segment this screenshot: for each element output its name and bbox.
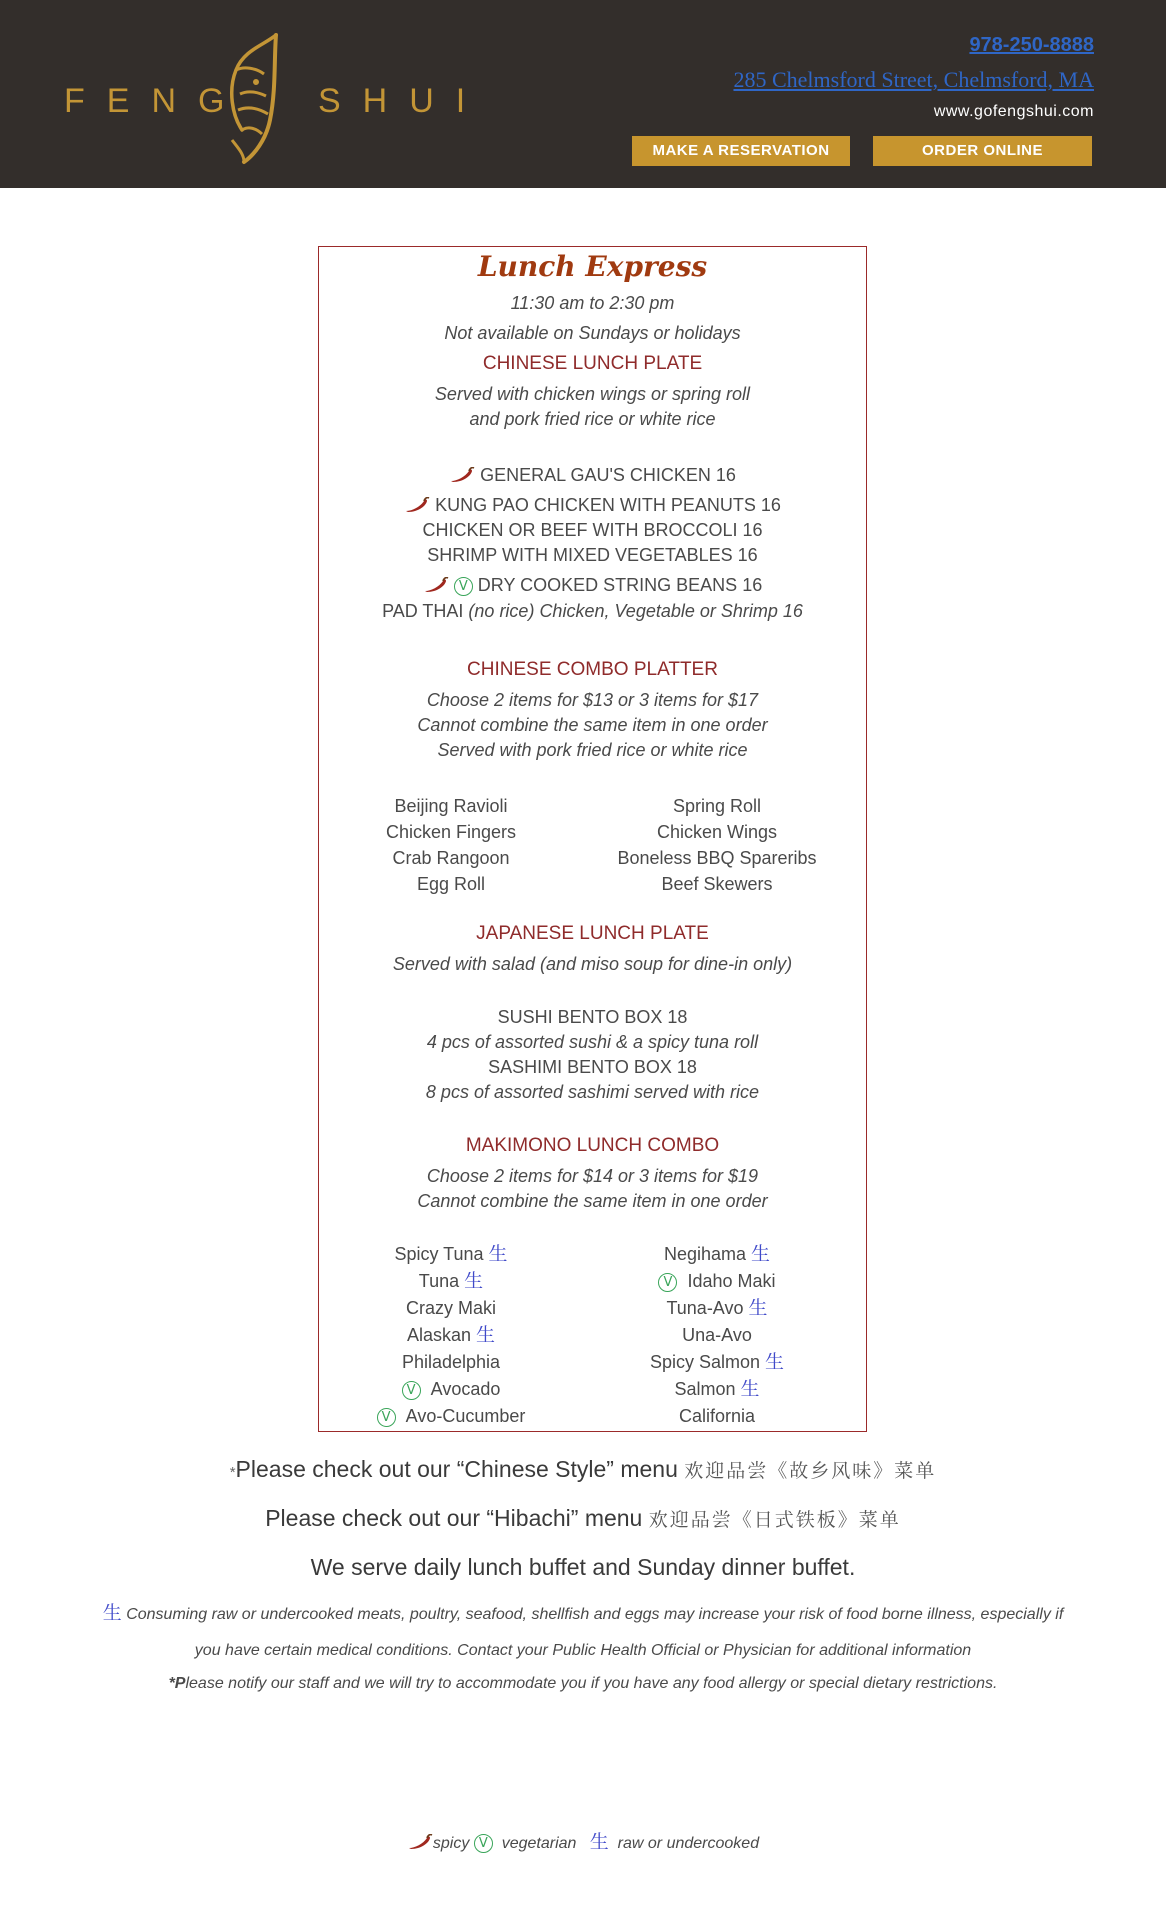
- website-text: www.gofengshui.com: [933, 103, 1094, 120]
- feng-shui-logo[interactable]: [64, 30, 488, 165]
- pad-thai-name: PAD THAI: [382, 601, 469, 621]
- list-item: V Avo-Cucumber: [321, 1403, 581, 1430]
- menu-item: SASHIMI BENTO BOX 18: [488, 1057, 697, 1077]
- site-header: [0, 0, 1166, 188]
- menu-item-pad-thai: [319, 601, 866, 622]
- hibachi-cn: 欢迎品尝《日式铁板》菜单: [648, 1509, 901, 1531]
- menu-item-name: CHICKEN OR BEEF WITH BROCCOLI 16: [422, 520, 763, 540]
- chinese-style-note: *Please check out our “Chinese Style” menu 欢迎品尝《故乡风味》菜单: [229, 1456, 937, 1482]
- raw-icon: 生: [464, 1270, 484, 1292]
- raw-icon: 生: [751, 1243, 771, 1265]
- legend-vegetarian: vegetarian: [501, 1835, 577, 1852]
- list-item: V Avocado: [321, 1376, 581, 1403]
- chinese-style-cn: 欢迎品尝《故乡风味》菜单: [684, 1460, 937, 1482]
- chinese-lunch-desc-1: Served with chicken wings or spring roll: [434, 384, 751, 404]
- logo-word-shui: SHUI: [318, 82, 488, 120]
- section-heading-chinese-lunch: CHINESE LUNCH PLATE: [482, 353, 703, 374]
- order-online-button[interactable]: ORDER ONLINE: [873, 136, 1092, 166]
- vegetarian-icon: V: [454, 577, 473, 596]
- spicy-pepper-icon: [407, 1834, 433, 1850]
- make-reservation-button[interactable]: MAKE A RESERVATION: [632, 136, 850, 166]
- list-item: Tuna 生: [418, 1270, 484, 1292]
- list-item: Chicken Wings: [656, 822, 778, 842]
- raw-food-warning: 生 Consuming raw or undercooked meats, poultry, seafood, shellfish and eggs may increase your risk of food borne illness, especially if you have certain medical conditions. Contact your Public Health Official or Physician for additional information: [102, 1602, 1064, 1659]
- menu-item-desc: 8 pcs of assorted sashimi served with rice: [425, 1082, 760, 1102]
- raw-icon: 生: [748, 1297, 768, 1319]
- address-link[interactable]: 285 Chelmsford Street, Chelmsford, MA: [733, 67, 1094, 92]
- combo-left-column: [321, 793, 581, 897]
- list-item: Spicy Salmon 生: [649, 1351, 785, 1373]
- menu-item-name: DRY COOKED STRING BEANS 16: [477, 575, 763, 595]
- list-item: Philadelphia: [401, 1352, 501, 1372]
- combo-desc-3: Served with pork fried rice or white rice: [437, 740, 748, 760]
- legend-raw: raw or undercooked: [617, 1835, 760, 1852]
- menu-availability: Not available on Sundays or holidays: [444, 323, 741, 343]
- list-item: Crab Rangoon: [392, 848, 510, 868]
- japanese-desc: Served with salad (and miso soup for dine-in only): [392, 954, 793, 974]
- menu-item-name: GENERAL GAU'S CHICKEN 16: [480, 465, 736, 485]
- maki-desc-1: Choose 2 items for $14 or 3 items for $19: [426, 1166, 759, 1186]
- buffet-note: We serve daily lunch buffet and Sunday dinner buffet.: [310, 1554, 856, 1580]
- raw-icon: 生: [488, 1243, 508, 1265]
- list-item: Salmon 生: [674, 1378, 760, 1400]
- menu-hours: 11:30 am to 2:30 pm: [510, 293, 675, 313]
- list-item: Alaskan 生: [406, 1324, 496, 1346]
- raw-icon: 生: [476, 1324, 496, 1346]
- menu-item: SUSHI BENTO BOX 18: [497, 1007, 688, 1027]
- list-item: Boneless BBQ Spareribs: [617, 848, 817, 868]
- list-item: Chicken Fingers: [385, 822, 517, 842]
- symbol-legend: [0, 1827, 1166, 1854]
- hibachi-note: Please check out our “Hibachi” menu 欢迎品尝《日式铁板》菜单: [265, 1505, 901, 1531]
- list-item: Spring Roll: [672, 796, 762, 816]
- list-item: Negihama 生: [663, 1243, 771, 1265]
- combo-desc-2: Cannot combine the same item in one order: [417, 715, 768, 735]
- phone-link[interactable]: 978-250-8888: [969, 34, 1094, 56]
- spicy-pepper-icon: [449, 467, 475, 483]
- menu-item: [319, 545, 866, 566]
- list-item: Beef Skewers: [661, 874, 773, 894]
- menu-item-name: KUNG PAO CHICKEN WITH PEANUTS 16: [435, 495, 781, 515]
- vegetarian-icon: V: [474, 1834, 493, 1853]
- list-item: Crazy Maki: [405, 1298, 496, 1318]
- pad-thai-desc: (no rice) Chicken, Vegetable or Shrimp 16: [468, 601, 803, 621]
- combo-right-column: [587, 793, 847, 897]
- list-item: V Idaho Maki: [587, 1268, 847, 1295]
- maki-desc-2: Cannot combine the same item in one order: [417, 1191, 768, 1211]
- list-item: Beijing Ravioli: [394, 796, 508, 816]
- raw-icon: 生: [102, 1602, 122, 1624]
- lunch-menu-box: [318, 246, 867, 1432]
- contact-block: [733, 34, 1094, 121]
- vegetarian-icon: V: [658, 1273, 677, 1292]
- maki-right-column: [587, 1241, 847, 1430]
- spicy-pepper-icon: [404, 497, 430, 513]
- list-item: Una-Avo: [682, 1325, 752, 1345]
- menu-item: [319, 520, 866, 541]
- list-item: Spicy Tuna 生: [394, 1243, 508, 1265]
- menu-item-desc: 4 pcs of assorted sushi & a spicy tuna roll: [426, 1032, 759, 1052]
- menu-item: [319, 495, 866, 516]
- section-heading-makimono: MAKIMONO LUNCH COMBO: [465, 1135, 720, 1156]
- section-heading-combo: CHINESE COMBO PLATTER: [467, 659, 718, 680]
- menu-title: Lunch Express: [477, 250, 708, 283]
- asterisk: *: [229, 1464, 236, 1481]
- legend-spicy: spicy: [432, 1835, 470, 1852]
- menu-item-name: SHRIMP WITH MIXED VEGETABLES 16: [427, 545, 758, 565]
- raw-icon: 生: [765, 1351, 785, 1373]
- list-item: Tuna-Avo 生: [666, 1297, 768, 1319]
- maki-left-column: [321, 1241, 581, 1430]
- raw-icon: 生: [740, 1378, 760, 1400]
- combo-desc-1: Choose 2 items for $13 or 3 items for $17: [426, 690, 759, 710]
- chinese-lunch-desc-2: and pork fried rice or white rice: [469, 409, 716, 429]
- vegetarian-icon: V: [377, 1408, 396, 1427]
- spicy-pepper-icon: [423, 577, 449, 593]
- logo-word-feng: FENG: [64, 82, 247, 120]
- list-item: California: [678, 1406, 756, 1426]
- list-item: Egg Roll: [416, 874, 486, 894]
- menu-item: [319, 465, 866, 486]
- menu-item: [319, 575, 866, 596]
- section-heading-japanese: JAPANESE LUNCH PLATE: [476, 923, 709, 944]
- vegetarian-icon: V: [402, 1381, 421, 1400]
- raw-icon: 生: [589, 1831, 609, 1853]
- allergy-note: *Please notify our staff and we will try to accommodate you if you have any food allergy or special dietary restrictions.: [168, 1675, 998, 1692]
- fish-logo-icon: [214, 30, 294, 165]
